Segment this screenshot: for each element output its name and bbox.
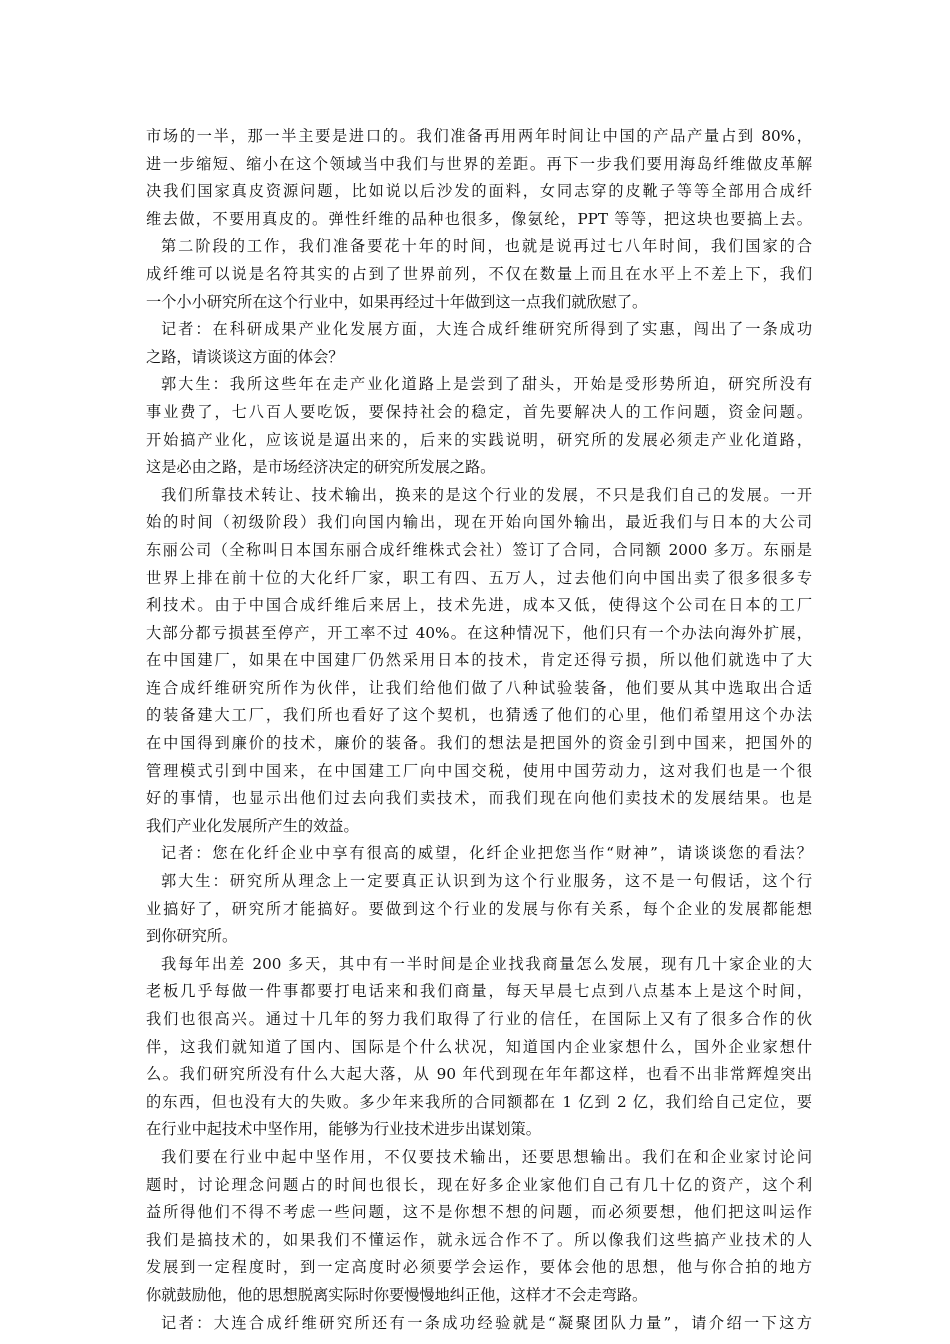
text-line: 益所得他们不得不考虑一些问题，这不是你想不想的问题，而必须要想，他们把这叫运作 [146, 1203, 812, 1222]
text-line: 世界上排在前十位的大化纤厂家，职工有四、五万人，过去他们向中国出卖了很多很多专 [146, 568, 812, 587]
text-line: 么。我们研究所没有什么大起大落，从 90 年代到现在年年都这样，也看不出非常辉煌突出 [146, 1065, 812, 1084]
text-line: 我们所靠技术转让、技术输出，换来的是这个行业的发展，不只是我们自己的发展。一开 [161, 485, 812, 504]
text-line: 记者：在科研成果产业化发展方面，大连合成纤维研究所得到了实惠，闯出了一条成功 [161, 320, 812, 339]
text-line: 东丽公司（全称叫日本国东丽合成纤维株式会社）签订了合同，合同额 2000 多万。东丽是 [146, 540, 812, 559]
text-line: 在中国建厂，如果在中国建厂仍然采用日本的技术，肯定还得亏损，所以他们就选中了大 [146, 651, 812, 670]
text-line: 题时，讨论理念问题占的时间也很长，现在好多企业家他们自己有几十亿的资产，这个利 [146, 1175, 812, 1194]
text-line: 利技术。由于中国合成纤维后来居上，技术先进，成本又低，使得这个公司在日本的工厂 [146, 596, 812, 615]
text-line: 记者：大连合成纤维研究所还有一条成功经验就是“凝聚团队力量”，请介绍一下这方 [161, 1313, 812, 1332]
text-line: 我们是搞技术的，如果我们不懂运作，就永远合作不了。所以像我们这些搞产业技术的人 [146, 1230, 812, 1249]
text-line: 郭大生：我所这些年在走产业化道路上是尝到了甜头，开始是受形势所迫，研究所没有 [161, 375, 812, 394]
text-line: 始的时间（初级阶段）我们向国内输出，现在开始向国外输出，最近我们与日本的大公司 [146, 513, 812, 532]
text-line: 大部分都亏损甚至停产，开工率不过 40%。在这种情况下，他们只有一个办法向海外扩展， [146, 623, 812, 642]
document-page [146, 123, 812, 1337]
text-line: 的东西，但也没有大的失败。多少年来我所的合同额都在 1 亿到 2 亿，我们给自己定位，要 [146, 1092, 812, 1111]
text-line: 开始搞产业化，应该说是逼出来的，后来的实践说明，研究所的发展必须走产业化道路， [146, 430, 812, 449]
text-line: 成纤维可以说是名符其实的占到了世界前列，不仅在数量上而且在水平上不差上下，我们 [146, 264, 812, 283]
text-line: 发展到一定程度时，到一定高度时必须要学会运作，要体会他的思想，他与你合拍的地方 [146, 1258, 812, 1277]
text-line: 到你研究所。 [146, 927, 238, 946]
text-line: 在行业中起技术中坚作用，能够为行业技术进步出谋划策。 [146, 1120, 541, 1139]
text-line: 进一步缩短、缩小在这个领域当中我们与世界的差距。再下一步我们要用海岛纤维做皮革解 [146, 154, 812, 173]
text-line: 的装备建大工厂，我们所也看好了这个契机，也猜透了他们的心里，他们希望用这个办法 [146, 706, 812, 725]
text-line: 在中国得到廉价的技术，廉价的装备。我们的想法是把国外的资金引到中国来，把国外的 [146, 734, 812, 753]
text-line: 记者：您在化纤企业中享有很高的威望，化纤企业把您当作“财神”，请谈谈您的看法？ [161, 844, 812, 863]
text-line: 一个小小研究所在这个行业中，如果再经过十年做到这一点我们就欣慰了。 [146, 292, 648, 311]
text-line: 管理模式引到中国来，在中国建工厂向中国交税，使用中国劳动力，这对我们也是一个很 [146, 761, 812, 780]
text-line: 事业费了，七八百人要吃饭，要保持社会的稳定，首先要解决人的工作问题，资金问题。 [146, 402, 812, 421]
text-line: 伴，这我们就知道了国内、国际是个什么状况，知道国内企业家想什么，国外企业家想什 [146, 1037, 812, 1056]
text-line: 之路，请谈谈这方面的体会？ [146, 347, 344, 366]
text-line: 市场的一半，那一半主要是进口的。我们准备再用两年时间让中国的产品产量占到 80%， [146, 127, 812, 145]
text-line: 我们也很高兴。通过十几年的努力我们取得了行业的信任，在国际上又有了很多合作的伙 [146, 1010, 812, 1028]
text-line: 好的事情，也显示出他们过去向我们卖技术，而我们现在向他们卖技术的发展结果。也是 [146, 789, 812, 808]
text-line: 我每年出差 200 多天，其中有一半时间是企业找我商量怎么发展，现有几十家企业的大 [161, 954, 812, 973]
text-line: 维去做，不要用真皮的。弹性纤维的品种也很多，像氨纶，PPT 等等，把这块也要搞上去。 [146, 209, 812, 228]
text-line: 第二阶段的工作，我们准备要花十年的时间，也就是说再过七八年时间，我们国家的合 [161, 237, 812, 256]
text-line: 决我们国家真皮资源问题，比如说以后沙发的面料，女同志穿的皮靴子等等全部用合成纤 [146, 182, 812, 201]
text-line: 老板几乎每做一件事都要打电话来和我们商量，每天早晨七点到八点基本上是这个时间， [146, 982, 812, 1001]
text-line: 连合成纤维研究所作为伙伴，让我们给他们做了八种试验装备，他们要从其中选取出合适 [146, 678, 812, 697]
text-line: 这是必由之路，是市场经济决定的研究所发展之路。 [146, 458, 496, 477]
text-line: 我们产业化发展所产生的效益。 [146, 816, 359, 835]
text-line: 你就鼓励他，他的思想脱离实际时你要慢慢地纠正他，这样才不会走弯路。 [146, 1285, 648, 1304]
text-line: 郭大生：研究所从理念上一定要真正认识到为这个行业服务，这不是一句假话，这个行 [161, 872, 812, 891]
text-line: 业搞好了，研究所才能搞好。要做到这个行业的发展与你有关系，每个企业的发展都能想 [146, 899, 812, 918]
text-line: 我们要在行业中起中坚作用，不仅要技术输出，还要思想输出。我们在和企业家讨论问 [161, 1147, 812, 1166]
